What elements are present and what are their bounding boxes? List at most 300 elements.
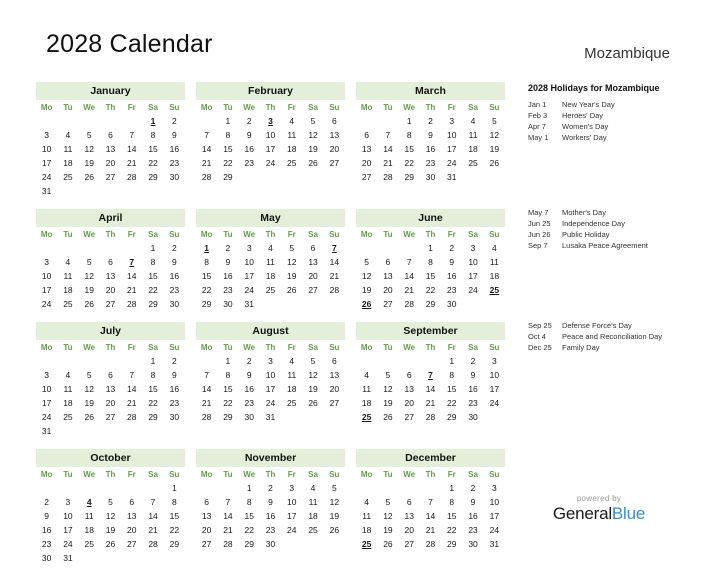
day-cell: 28	[127, 299, 137, 309]
day-cell: 28	[329, 285, 340, 295]
weekday-label-th: Th	[105, 230, 116, 239]
weekday-label-fr: Fr	[127, 103, 136, 112]
month-table	[196, 341, 345, 424]
weekday-label-fr: Fr	[287, 230, 296, 239]
holiday-date: Sep 7	[528, 241, 548, 250]
day-cell: 10	[287, 497, 297, 507]
day-cell: 2	[171, 356, 177, 366]
weekday-label-th: Th	[265, 470, 276, 479]
holiday-list-item	[528, 110, 710, 121]
day-cell: 30	[169, 412, 180, 422]
weekday-label-th: Th	[105, 470, 116, 479]
weekday-label-fr: Fr	[447, 230, 456, 239]
day-cell: 15	[148, 271, 158, 281]
week-row	[36, 241, 185, 255]
day-cell-empty	[100, 424, 121, 438]
weekday-label-su: Su	[329, 103, 340, 112]
weekday-label-mo: Mo	[200, 103, 213, 112]
day-cell: 27	[105, 412, 116, 422]
holiday-list-item	[528, 218, 710, 229]
weekday-label-su: Su	[169, 343, 180, 352]
day-cell: 11	[362, 384, 372, 394]
weekday-label-th: Th	[425, 470, 436, 479]
weekday-label-sa: Sa	[148, 230, 158, 239]
day-cell: 17	[63, 525, 73, 535]
day-cell: 25	[63, 172, 73, 182]
day-cell-empty	[281, 170, 302, 184]
holiday-group-3	[528, 320, 710, 353]
brand-footer	[524, 493, 674, 524]
holiday-date: Apr 7	[528, 122, 546, 131]
day-cell-empty	[164, 424, 185, 438]
weekday-label-th: Th	[105, 103, 116, 112]
weekday-label-mo: Mo	[40, 470, 53, 479]
day-cell: 16	[244, 384, 254, 394]
day-cell: 15	[223, 144, 233, 154]
week-row	[196, 114, 345, 128]
weekday-label-sa: Sa	[308, 470, 318, 479]
weekday-label-su: Su	[329, 343, 340, 352]
day-cell-empty	[356, 354, 377, 368]
day-cell: 4	[289, 116, 295, 126]
weekday-label-sa: Sa	[308, 230, 318, 239]
day-cell-holiday: 1	[204, 243, 209, 253]
day-cell: 20	[404, 525, 414, 535]
day-cell: 3	[65, 497, 71, 507]
day-cell: 1	[225, 356, 231, 366]
holiday-name: Family Day	[562, 343, 600, 352]
day-cell: 26	[383, 539, 393, 549]
day-cell-empty	[302, 297, 323, 311]
day-cell: 3	[44, 130, 49, 140]
weekday-label-sa: Sa	[468, 343, 478, 352]
day-cell: 27	[404, 412, 414, 422]
day-cell: 3	[449, 116, 455, 126]
day-cell-empty	[196, 354, 217, 368]
day-cell: 10	[265, 130, 276, 140]
holiday-date: Jan 1	[528, 100, 547, 109]
weekday-label-tu: Tu	[63, 230, 73, 239]
day-cell: 18	[265, 271, 276, 281]
day-cell: 22	[148, 285, 158, 295]
day-cell: 22	[148, 398, 158, 408]
day-cell: 27	[329, 398, 340, 408]
day-cell: 18	[63, 158, 73, 168]
day-cell: 7	[385, 130, 391, 140]
day-cell: 19	[308, 384, 318, 394]
week-row	[36, 283, 185, 297]
weekday-header-row	[356, 101, 505, 114]
day-cell-empty	[79, 481, 100, 495]
day-cell: 3	[44, 257, 49, 267]
weekday-header-row	[196, 341, 345, 354]
day-cell-empty	[100, 354, 121, 368]
day-cell: 17	[468, 271, 478, 281]
holiday-name: Heroes' Day	[562, 111, 604, 120]
day-cell: 9	[470, 370, 476, 380]
day-cell: 12	[308, 130, 318, 140]
week-row	[196, 354, 345, 368]
month-block-december	[356, 449, 505, 565]
day-cell: 16	[169, 144, 180, 154]
day-cell: 13	[361, 144, 372, 154]
day-cell: 23	[265, 525, 276, 535]
week-row	[356, 269, 505, 283]
weekday-label-fr: Fr	[287, 470, 296, 479]
day-cell: 30	[169, 172, 180, 182]
day-cell: 27	[105, 299, 116, 309]
week-row	[356, 283, 505, 297]
day-cell: 25	[287, 158, 297, 168]
weekday-label-sa: Sa	[308, 103, 318, 112]
weekday-label-mo: Mo	[200, 343, 213, 352]
weekday-label-su: Su	[489, 343, 500, 352]
day-cell: 13	[329, 130, 340, 140]
week-row	[356, 410, 505, 424]
holiday-name: Defense Force's Day	[562, 321, 632, 330]
day-cell: 6	[108, 130, 113, 140]
day-cell: 23	[169, 398, 180, 408]
brand-logo	[524, 504, 674, 524]
day-cell-empty	[462, 170, 483, 184]
day-cell: 15	[148, 384, 158, 394]
day-cell: 13	[201, 511, 212, 521]
weekday-label-we: We	[243, 470, 256, 479]
weekday-label-fr: Fr	[447, 470, 456, 479]
day-cell-empty	[142, 424, 163, 438]
day-cell: 15	[169, 511, 180, 521]
page-header	[0, 0, 712, 76]
day-cell-empty	[324, 410, 345, 424]
weekday-label-we: We	[83, 343, 96, 352]
day-cell: 17	[447, 144, 457, 154]
day-cell-holiday: 4	[86, 497, 92, 507]
day-cell: 22	[447, 525, 457, 535]
day-cell: 10	[41, 384, 52, 394]
holiday-date: Jun 25	[528, 219, 551, 228]
day-cell: 13	[404, 511, 414, 521]
day-cell: 20	[329, 144, 340, 154]
day-cell: 9	[225, 257, 231, 267]
day-cell: 27	[308, 285, 318, 295]
weekday-label-mo: Mo	[360, 230, 373, 239]
day-cell: 5	[491, 116, 497, 126]
day-cell: 13	[383, 271, 393, 281]
weekday-label-we: We	[243, 343, 256, 352]
day-cell-empty	[100, 114, 121, 128]
day-cell: 11	[308, 497, 318, 507]
day-cell-empty	[79, 354, 100, 368]
day-cell: 4	[268, 243, 273, 253]
week-row	[36, 551, 185, 565]
day-cell: 20	[105, 398, 116, 408]
holiday-list-item	[528, 229, 710, 240]
weekday-label-we: We	[83, 470, 96, 479]
day-cell: 28	[404, 299, 414, 309]
day-cell: 16	[169, 271, 180, 281]
holiday-group-2	[528, 207, 710, 251]
day-cell-empty	[281, 410, 302, 424]
day-cell: 20	[127, 525, 137, 535]
month-table	[196, 228, 345, 311]
day-cell: 23	[223, 285, 233, 295]
day-cell: 12	[383, 511, 393, 521]
day-cell: 28	[425, 412, 436, 422]
day-cell: 30	[265, 539, 276, 549]
day-cell: 8	[150, 257, 156, 267]
week-row	[36, 523, 185, 537]
day-cell: 8	[150, 130, 156, 140]
day-cell: 23	[244, 158, 254, 168]
day-cell: 27	[404, 539, 414, 549]
weekday-header-row	[36, 341, 185, 354]
day-cell: 5	[364, 257, 369, 267]
day-cell: 2	[171, 243, 177, 253]
day-cell: 18	[63, 398, 73, 408]
day-cell: 25	[84, 539, 94, 549]
day-cell: 29	[223, 412, 233, 422]
day-cell: 11	[63, 384, 73, 394]
weekday-label-th: Th	[265, 103, 276, 112]
day-cell: 4	[364, 370, 369, 380]
weekday-header-row	[356, 468, 505, 481]
day-cell-empty	[142, 551, 163, 565]
day-cell: 22	[223, 398, 233, 408]
weekday-header-row	[196, 468, 345, 481]
day-cell: 14	[223, 511, 233, 521]
holiday-list-item	[528, 240, 710, 251]
week-row	[196, 509, 345, 523]
day-cell: 21	[383, 158, 393, 168]
day-cell: 24	[468, 285, 478, 295]
day-cell: 29	[447, 412, 457, 422]
day-cell-holiday: 7	[428, 370, 433, 380]
day-cell-empty	[121, 184, 142, 198]
day-cell: 18	[84, 525, 94, 535]
day-cell-empty	[399, 354, 420, 368]
day-cell: 30	[425, 172, 436, 182]
holidays-panel	[528, 83, 710, 352]
weekday-label-mo: Mo	[200, 230, 213, 239]
day-cell: 8	[428, 257, 433, 267]
day-cell: 8	[150, 370, 156, 380]
week-row	[356, 170, 505, 184]
month-block-march	[356, 82, 505, 198]
week-row	[356, 495, 505, 509]
day-cell-empty	[302, 170, 323, 184]
holiday-list-item	[528, 132, 710, 143]
day-cell: 27	[127, 539, 137, 549]
day-cell: 10	[447, 130, 457, 140]
day-cell: 24	[489, 398, 500, 408]
weekday-label-we: We	[83, 230, 96, 239]
day-cell: 19	[383, 398, 393, 408]
day-cell-empty	[100, 551, 121, 565]
day-cell: 10	[244, 257, 254, 267]
weekday-label-we: We	[243, 103, 256, 112]
holiday-name: Independence Day	[562, 219, 625, 228]
week-row	[36, 170, 185, 184]
day-cell: 17	[265, 384, 276, 394]
page-title: 2028 Calendar	[46, 30, 213, 58]
month-row	[36, 449, 516, 576]
month-table	[36, 101, 185, 198]
weekday-label-th: Th	[105, 343, 116, 352]
day-cell: 2	[246, 116, 252, 126]
weekday-header-row	[196, 101, 345, 114]
holiday-group-1	[528, 99, 710, 143]
day-cell-holiday: 25	[489, 285, 500, 295]
day-cell: 20	[361, 158, 372, 168]
week-row	[356, 128, 505, 142]
day-cell: 4	[65, 257, 71, 267]
day-cell: 16	[244, 144, 254, 154]
month-title: June	[356, 209, 505, 227]
day-cell: 28	[148, 539, 158, 549]
day-cell: 31	[244, 299, 254, 309]
day-cell: 14	[127, 144, 137, 154]
weekday-label-we: We	[83, 103, 96, 112]
day-cell: 1	[449, 356, 455, 366]
day-cell: 25	[287, 398, 297, 408]
day-cell: 5	[86, 370, 92, 380]
day-cell: 9	[268, 497, 273, 507]
country-name: Mozambique	[584, 45, 670, 62]
holiday-name: Women's Day	[562, 122, 609, 131]
day-cell-empty	[324, 537, 345, 551]
weekday-header-row	[356, 341, 505, 354]
weekday-label-sa: Sa	[468, 470, 478, 479]
day-cell: 16	[425, 144, 436, 154]
day-cell: 22	[223, 158, 233, 168]
weekday-label-we: We	[403, 470, 416, 479]
day-cell: 18	[361, 525, 372, 535]
weekday-header-row	[36, 101, 185, 114]
day-cell-empty	[57, 424, 78, 438]
day-cell-empty	[79, 551, 100, 565]
day-cell: 16	[169, 384, 180, 394]
day-cell: 17	[41, 285, 52, 295]
weekday-label-su: Su	[169, 103, 180, 112]
day-cell: 6	[108, 257, 113, 267]
day-cell: 9	[171, 370, 177, 380]
day-cell: 17	[489, 511, 500, 521]
day-cell: 11	[266, 257, 275, 267]
day-cell: 21	[425, 398, 436, 408]
day-cell: 15	[404, 144, 414, 154]
day-cell: 12	[84, 271, 94, 281]
day-cell-empty	[142, 481, 163, 495]
day-cell: 16	[468, 511, 478, 521]
day-cell: 14	[425, 511, 436, 521]
day-cell: 6	[129, 497, 135, 507]
day-cell: 28	[127, 172, 137, 182]
weekday-label-sa: Sa	[148, 343, 158, 352]
day-cell: 5	[385, 370, 391, 380]
day-cell: 3	[268, 356, 273, 366]
day-cell: 8	[204, 257, 209, 267]
day-cell: 10	[63, 511, 73, 521]
holiday-date: Dec 25	[528, 343, 552, 352]
weekday-label-fr: Fr	[127, 343, 136, 352]
weekday-label-tu: Tu	[63, 343, 73, 352]
day-cell-empty	[121, 424, 142, 438]
day-cell: 28	[425, 539, 436, 549]
month-block-february	[196, 82, 345, 198]
day-cell: 12	[489, 130, 500, 140]
day-cell: 21	[148, 525, 158, 535]
day-cell: 19	[361, 285, 372, 295]
day-cell: 7	[204, 370, 209, 380]
day-cell: 6	[406, 370, 412, 380]
weekday-label-mo: Mo	[360, 343, 373, 352]
day-cell: 6	[204, 497, 209, 507]
day-cell: 11	[84, 511, 94, 521]
day-cell: 13	[105, 144, 116, 154]
week-row	[36, 396, 185, 410]
day-cell: 1	[449, 483, 455, 493]
day-cell: 17	[41, 158, 52, 168]
day-cell: 15	[244, 511, 254, 521]
day-cell: 22	[244, 525, 254, 535]
weekday-label-su: Su	[169, 230, 180, 239]
day-cell: 3	[491, 483, 497, 493]
month-title: December	[356, 449, 505, 467]
day-cell: 14	[425, 384, 436, 394]
day-cell: 29	[201, 299, 212, 309]
weekday-label-mo: Mo	[200, 470, 213, 479]
day-cell: 31	[41, 186, 52, 196]
day-cell-empty	[121, 114, 142, 128]
day-cell: 1	[428, 243, 433, 253]
day-cell-empty	[100, 241, 121, 255]
day-cell: 1	[406, 116, 412, 126]
holiday-list-item	[528, 342, 710, 353]
day-cell: 20	[308, 271, 318, 281]
week-row	[356, 368, 505, 382]
day-cell: 11	[287, 130, 297, 140]
day-cell: 9	[171, 257, 177, 267]
week-row	[356, 509, 505, 523]
day-cell: 2	[44, 497, 49, 507]
day-cell: 19	[105, 525, 116, 535]
day-cell-empty	[260, 170, 281, 184]
day-cell: 7	[428, 497, 433, 507]
weekday-label-tu: Tu	[223, 470, 233, 479]
month-table	[356, 228, 505, 311]
weekday-label-tu: Tu	[63, 470, 73, 479]
day-cell: 14	[329, 257, 340, 267]
day-cell-empty	[36, 354, 57, 368]
day-cell: 10	[41, 144, 52, 154]
day-cell-empty	[121, 241, 142, 255]
day-cell: 17	[287, 511, 297, 521]
day-cell-empty	[217, 481, 238, 495]
day-cell-empty	[121, 551, 142, 565]
day-cell: 25	[265, 285, 276, 295]
day-cell: 7	[129, 370, 135, 380]
day-cell: 30	[169, 299, 180, 309]
day-cell: 29	[244, 539, 254, 549]
day-cell: 5	[310, 356, 316, 366]
day-cell: 25	[63, 299, 73, 309]
holiday-date: Oct 4	[528, 332, 546, 341]
day-cell-holiday: 1	[150, 116, 156, 126]
day-cell-empty	[196, 114, 217, 128]
day-cell-empty	[100, 481, 121, 495]
week-row	[196, 410, 345, 424]
day-cell: 1	[150, 243, 156, 253]
